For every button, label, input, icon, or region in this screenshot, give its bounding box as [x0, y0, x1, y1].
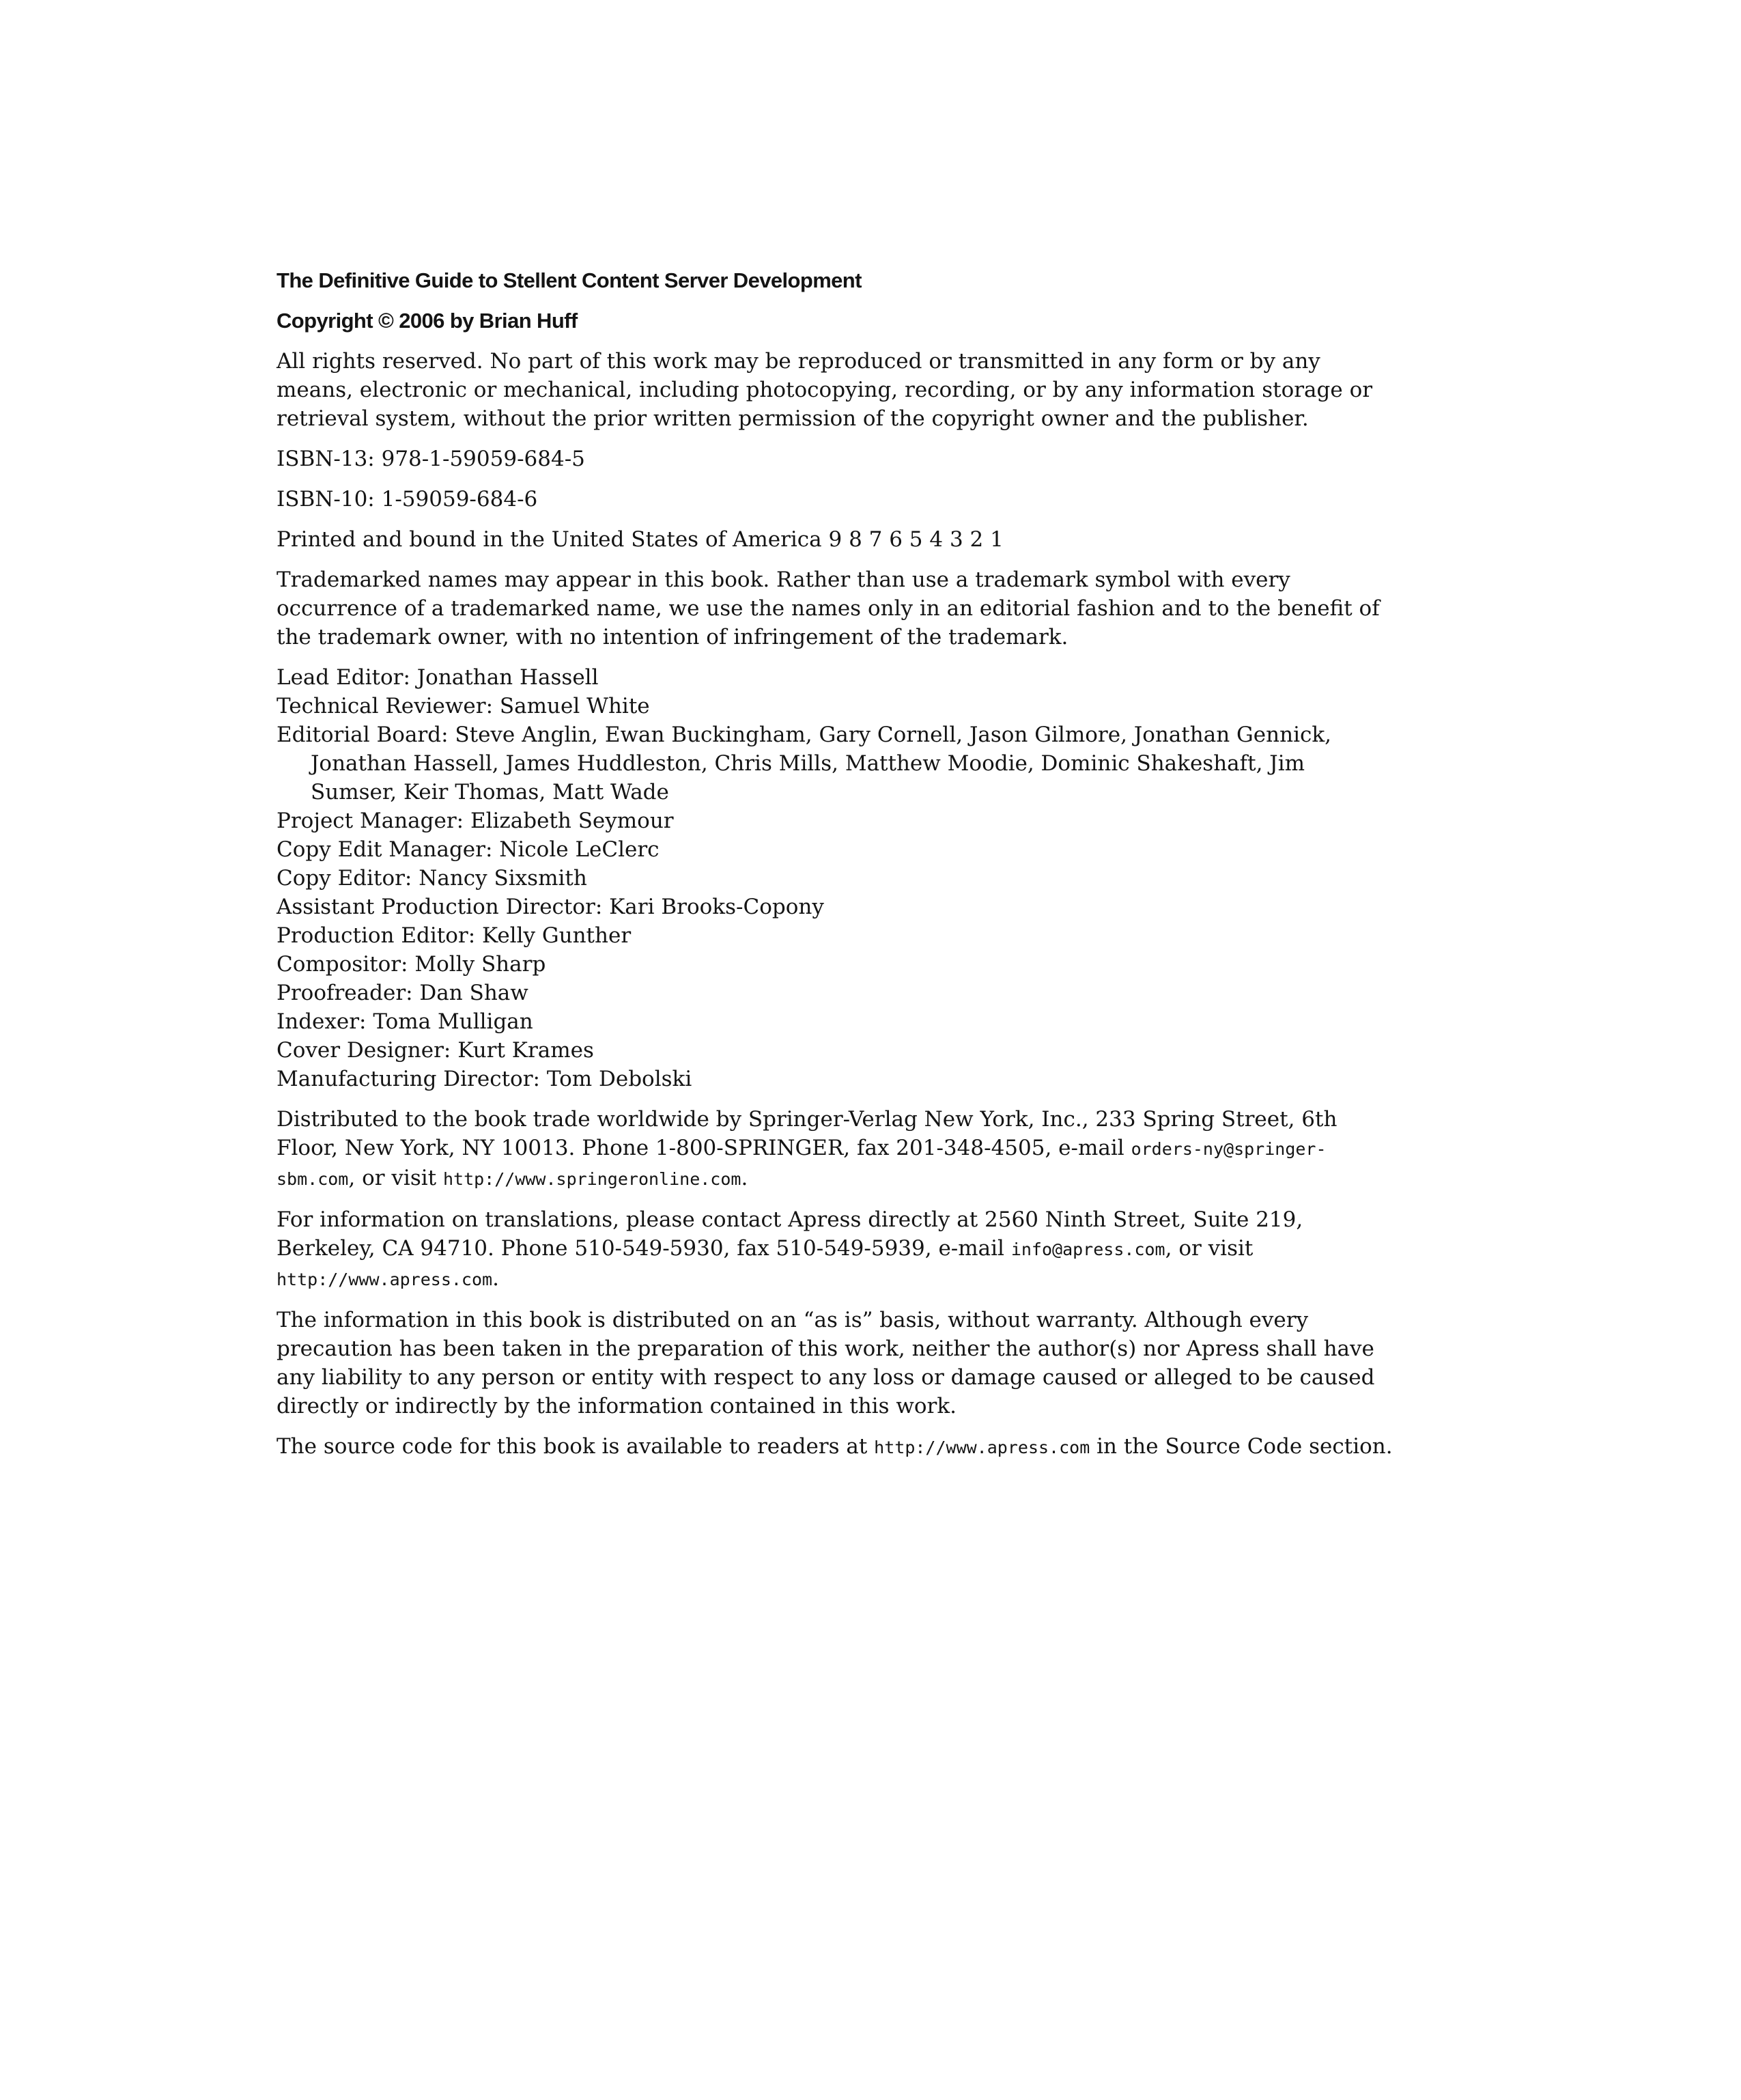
isbn-10: ISBN-10: 1-59059-684-6 [277, 487, 538, 512]
distribution-paragraph [277, 1105, 1396, 1194]
translations-end: . [492, 1266, 499, 1291]
isbn-13: ISBN-13: 978-1-59059-684-5 [277, 447, 585, 471]
source-code-url[interactable]: http://www.apress.com [874, 1438, 1090, 1457]
rights-paragraph: All rights reserved. No part of this work may be reproduced or transmitted in any form or by any means, electronic or mechanical, including photocopying, recording, or by any information storage or retrieval system, without the prior written permission of the copyright owner and the publisher. [277, 349, 1373, 431]
copyright-line: Copyright © 2006 by Brian Huff [277, 309, 578, 333]
warranty-paragraph: The information in this book is distributed on an “as is” basis, without warranty. Although every precaution has been taken in the preparation of this work, neither the author(s) nor Apress shall have any liability to any person or entity with respect to any loss or damage caused or alleged to be caused directly or indirectly by the information contained in this work. [277, 1308, 1375, 1418]
credit-compositor: Compositor: Molly Sharp [277, 952, 546, 977]
credit-lead-editor: Lead Editor: Jonathan Hassell [277, 665, 599, 690]
distribution-url[interactable]: http://www.springeronline.com [442, 1169, 741, 1189]
trademark-paragraph: Trademarked names may appear in this book. Rather than use a trademark symbol with every occurrence of a trademarked name, we use the names only in an editorial fashion and to the benefit of the trademark owner, with no intention of infringement of the trademark. [277, 568, 1380, 649]
distribution-end: . [741, 1166, 748, 1190]
copyright-page [277, 266, 1396, 1474]
credit-editorial-board: Editorial Board: Steve Anglin, Ewan Buckingham, Gary Cornell, Jason Gilmore, Jonathan Gennick, Jonathan Hassell, James Huddleston, Chris Mills, Matthew Moodie, Dominic Shakeshaft, Jim Sumser, Keir Thomas, Matt Wade [277, 723, 1331, 804]
credit-manufacturing-director: Manufacturing Director: Tom Debolski [277, 1067, 692, 1091]
translations-url[interactable]: http://www.apress.com [277, 1270, 493, 1289]
source-code-end: in the Source Code section. [1090, 1434, 1393, 1459]
credit-indexer: Indexer: Toma Mulligan [277, 1009, 533, 1034]
credit-technical-reviewer: Technical Reviewer: Samuel White [277, 694, 650, 718]
translations-paragraph [277, 1205, 1396, 1294]
translations-text: For information on translations, please contact Apress directly at 2560 Ninth Street, Suite 219, Berkeley, CA 94710. Phone 510-549-5930, fax 510-549-5939, e-mail [277, 1207, 1303, 1261]
credit-copy-edit-manager: Copy Edit Manager: Nicole LeClerc [277, 837, 660, 862]
translations-mid: , or visit [1165, 1236, 1254, 1261]
distribution-text: Distributed to the book trade worldwide by Springer-Verlag New York, Inc., 233 Spring Street, 6th Floor, New York, NY 10013. Phone 1-800-SPRINGER, fax 201-348-4505, e-mail [277, 1107, 1337, 1160]
credit-proofreader: Proofreader: Dan Shaw [277, 981, 528, 1005]
source-code-paragraph [277, 1432, 1396, 1462]
book-title: The Definitive Guide to Stellent Content Server Development [277, 268, 862, 292]
credit-production-editor: Production Editor: Kelly Gunther [277, 923, 632, 948]
credit-assistant-production-director: Assistant Production Director: Kari Brooks-Copony [277, 895, 824, 919]
translations-email[interactable]: info@apress.com [1010, 1240, 1165, 1259]
distribution-email[interactable]: orders-ny@springer-sbm.com [277, 1139, 1327, 1189]
distribution-mid: , or visit [348, 1166, 443, 1190]
credit-cover-designer: Cover Designer: Kurt Krames [277, 1038, 594, 1063]
credit-copy-editor: Copy Editor: Nancy Sixsmith [277, 866, 587, 891]
credits-list [277, 663, 1396, 1093]
source-code-text: The source code for this book is available to readers at [277, 1434, 875, 1459]
printed-line: Printed and bound in the United States of America 9 8 7 6 5 4 3 2 1 [277, 527, 1004, 552]
credit-project-manager: Project Manager: Elizabeth Seymour [277, 809, 674, 833]
